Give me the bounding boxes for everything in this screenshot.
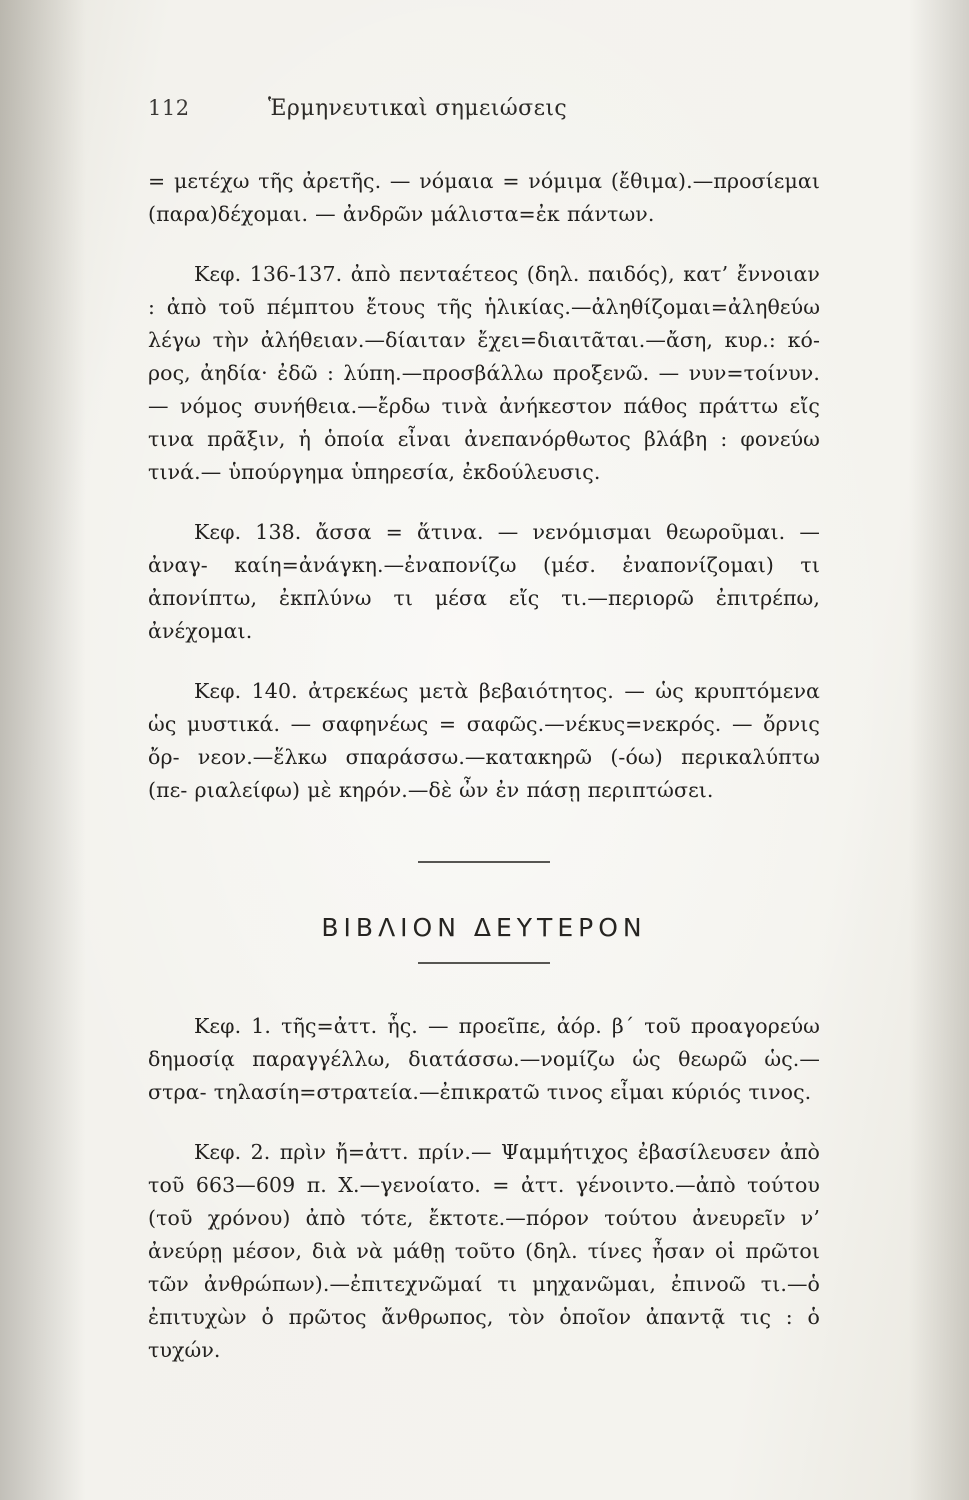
page-content — [148, 96, 820, 1367]
paragraph-line: ἀπὸ τοῦ πέμπτου ἔτους τῆς ἡλικίας.—ἀληθίζομαι=ἀληθεύω — [166, 295, 821, 319]
paragraph-line: Κεφ. 2. πρὶν ἤ=ἀττ. πρίν.— Ψαμμήτιχος ἐβασίλευσεν ἀπὸ — [194, 1140, 820, 1164]
paragraph-3 — [148, 516, 820, 648]
paragraph-line: πρᾶξιν, ἡ ὁποία εἶναι ἀνεπανόρθωτος βλάβη : φονεύω τινά.— — [148, 427, 820, 484]
paragraph-line: τῶν ἀνθρώπων).—ἐπιτεχνῶμαί τι μηχανῶμαι, ἐπινοῶ τι.—ὁ — [148, 1272, 820, 1296]
paragraph-line: ἐπιτυχὼν ὁ πρῶτος ἄνθρωπος, τὸν ὁποῖον ἀπαντᾷ τις : ὁ τυχών. — [148, 1305, 820, 1362]
paragraph-line: μυστικά. — σαφηνέως = σαφῶς.—νέκυς=νεκρός. — ὄρνις ὄρ- — [148, 712, 820, 769]
running-title: Ἑρμηνευτικαὶ σημειώσεις — [268, 96, 568, 121]
paragraph-5 — [148, 1010, 820, 1109]
section-divider-top — [418, 861, 550, 863]
paragraph-line: ἐκπλύνω τι μέσα εἴς τι.—περιορῶ ἐπιτρέπω, ἀνέχομαι. — [148, 586, 820, 643]
paragraph-line: (παρα)δέχομαι. — ἀνδρῶν μάλιστα=ἐκ πάντων. — [148, 202, 655, 226]
page-header — [148, 96, 820, 121]
paragraph-line: Κεφ. 1. τῆς=ἀττ. ἧς. — προεῖπε, ἀόρ. β΄ τοῦ προαγορεύω — [194, 1014, 820, 1038]
paragraph-line: ρος, ἀηδία· ἐδῶ : λύπη.—προσβάλλω προξενῶ. — νυν=τοίνυν.— — [148, 361, 820, 418]
paragraph-line: ὑπούργημα ὑπηρεσία, ἐκδούλευσις. — [228, 460, 601, 484]
paragraph-2 — [148, 258, 820, 489]
paragraph-line: λέγω τὴν ἀλήθειαν.—δίαιταν ἔχει=διαιτᾶται.—ἄση, κυρ.: κό- — [148, 328, 820, 352]
paragraph-line: καίη=ἀνάγκη.—ἐναπονίζω (μέσ. ἐναπονίζομαι) τι ἀπονίπτω, — [148, 553, 820, 610]
paragraph-6 — [148, 1136, 820, 1367]
paragraph-line: τηλασίη=στρατεία.—ἐπικρατῶ τινος εἶμαι κύριός τινος. — [213, 1080, 812, 1104]
paragraph-line: ριαλείφω) μὲ κηρόν.—δὲ ὦν ἐν πάσῃ περιπτώσει. — [194, 778, 714, 802]
paragraph-line: Κεφ. 136-137. ἀπὸ πενταέτεος (δηλ. παιδός), κατ’ ἔννοιαν : — [148, 262, 820, 319]
paragraph-line: Κεφ. 140. ἀτρεκέως μετὰ βεβαιότητος. — ὡς κρυπτόμενα ὡς — [148, 679, 820, 736]
paragraph-line: νόμος συνήθεια.—ἔρδω τινὰ ἀνήκεστον πάθος πράττω εἴς τινα — [148, 394, 820, 451]
paragraph-line: Κεφ. 138. ἄσσα = ἅτινα. — νενόμισμαι θεωροῦμαι. — ἀναγ- — [148, 520, 820, 577]
paragraph-4 — [148, 675, 820, 807]
paragraph-line: τοῦ 663—609 π. Χ.—γενοίατο. = ἀττ. γένοιντο.—ἀπὸ τούτου — [148, 1173, 820, 1197]
paragraph-line: (τοῦ χρόνου) ἀπὸ τότε, ἔκτοτε.—πόρον τούτου ἀνευρεῖν ν’ — [148, 1206, 820, 1230]
page-number: 112 — [148, 96, 190, 120]
paragraph-line: = μετέχω τῆς ἀρετῆς. — νόμαια = νόμιμα (ἔθιμα).—προσίεμαι — [148, 169, 820, 193]
paragraph-line: ἀνεύρῃ μέσον, διὰ νὰ μάθῃ τοῦτο (δηλ. τίνες ἦσαν οἱ πρῶτοι — [148, 1239, 820, 1263]
paragraph-line: νεον.—ἕλκω σπαράσσω.—κατακηρῶ (-όω) περικαλύπτω (πε- — [148, 745, 820, 802]
book-title: ΒΙΒΛΙΟΝ ΔΕΥΤΕΡΟΝ — [321, 913, 647, 942]
section-divider-bottom — [418, 962, 550, 964]
paragraph-line: δημοσίᾳ παραγγέλλω, διατάσσω.—νομίζω ὡς θεωρῶ ὡς.—στρα- — [148, 1047, 820, 1104]
paragraph-1 — [148, 165, 820, 231]
